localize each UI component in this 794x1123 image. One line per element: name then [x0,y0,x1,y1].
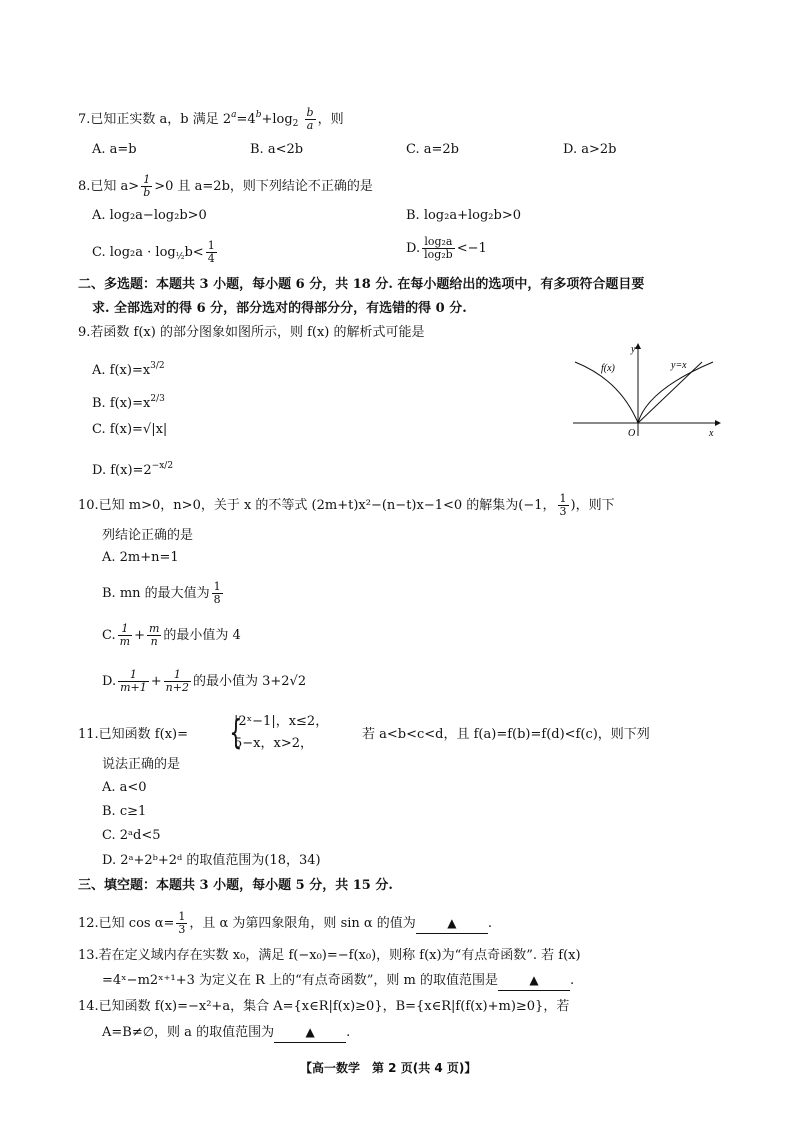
graph-label-line: y=x [671,360,687,371]
q9-stem: 9.若函数 f(x) 的部分图象如图所示，则 f(x) 的解析式可能是 [78,325,425,340]
q9-option-d: D. $f(x)=2^{-x/2}$ [92,461,174,478]
q10-option-a: A. 2m+n=1 [102,550,179,565]
q7-option-b: B. a<2b [250,142,304,157]
q14-answer-blank: ▲ [274,1023,346,1043]
q11-case-2: 5−x，x>2， [234,736,313,751]
q10-option-b: B. mn 的最大值为 $\frac{1}{8}$ [102,580,221,606]
q14-stem-cont: A=B≠∅，则 a 的取值范围为 ▲ . [102,1023,350,1043]
graph-label-origin: O [628,428,636,439]
q14-stem: 14.已知函数 f(x)=−x²+a，集合 A={x∈R|f(x)≥0}，B={x∈R|f(f(x)+m)≥0}，若 [78,999,570,1014]
q9-option-a: A. $f(x)=x^{3/2}$ [92,361,165,378]
graph-x-arrow [715,420,721,426]
q11-option-d: D. 2ᵃ+2ᵇ+2ᵈ 的取值范围为(18，34) [102,853,321,868]
graph-label-y: y [631,344,636,355]
q8-stem: 8.已知 a> $\frac{1}{b}$ >0 且 a=2b，则下列结论不正确的是 [78,173,373,199]
q10-stem-cont: 列结论正确的是 [102,528,194,543]
q7-option-d: D. a>2b [563,142,617,157]
q11-option-c: C. 2ᵃd<5 [102,828,161,843]
q11-stem: 11.已知函数 f(x)= { |2ˣ−1|，x≤2， 5−x，x>2， 若 a<b<c<d，且 f(a)=f(b)=f(d)<f(c)，则下列 [78,713,650,753]
q13-stem: 13.若在定义域内存在实数 x₀，满足 f(−x₀)=−f(x₀)，则称 f(x)为“有点奇函数”. 若 f(x) [78,948,581,963]
q13-stem-cont: =4ˣ−m2ˣ⁺¹+3 为定义在 R 上的“有点奇函数”，则 m 的取值范围是 ▲ . [102,971,574,991]
section2-heading-cont: 求. 全部选对的得 6 分，部分选对的得部分分，有选错的得 0 分. [92,301,467,316]
q9-function-graph [565,340,725,440]
q12-answer-blank: ▲ [416,914,488,934]
q11-option-b: B. c≥1 [102,804,147,819]
q7-stem: 7.已知正实数 a，b 满足 $2^a=4^b+\log_2$ $\frac{b}{a}$ ，则 [78,106,344,132]
graph-y-arrow [635,343,641,349]
q11-case-1: |2ˣ−1|，x≤2， [234,714,329,729]
q13-answer-blank: ▲ [498,971,570,991]
q8-option-c: C. $\log_2a \cdot \log_{\frac{1}{2}}b<$ $\frac{1}{4}$ [92,239,215,265]
graph-fx-curve-right [638,362,713,423]
section2-heading: 二、多选题：本题共 3 小题，每小题 6 分，共 18 分. 在每小题给出的选项中，有多项符合题目要 [78,277,645,292]
section3-heading: 三、填空题：本题共 3 小题，每小题 5 分，共 15 分. [78,878,393,893]
q9-option-c: C. f(x)=√|x| [92,422,168,437]
page-footer: 【高一数学 第 2 页(共 4 页)】 [300,1061,477,1075]
q11-stem-cont: 说法正确的是 [102,757,181,772]
q11-piecewise-brace: { [229,713,243,753]
q7-option-a: A. a=b [92,142,137,157]
q9-option-b: B. $f(x)=x^{2/3}$ [92,394,165,411]
q10-stem: 10.已知 m>0，n>0，关于 x 的不等式 (2m+t)x²−(n−t)x−1<0 的解集为(−1， $\frac{1}{3}$ )，则下 [78,492,615,518]
graph-label-fx: f(x) [601,363,615,374]
q7-fraction: $\frac{b}{a}$ [306,106,314,132]
q8-option-b: B. log₂a+log₂b>0 [406,208,521,223]
q10-option-d: D. $\frac{1}{m+1}$ + $\frac{1}{n+2}$ 的最小值为 3+2√2 [102,668,307,694]
q11-option-a: A. a<0 [102,780,147,795]
q10-option-c: C. $\frac{1}{m}$ + $\frac{m}{n}$ 的最小值为 4 [102,622,241,648]
q12-stem: 12.已知 cos α= $\frac{1}{3}$ ，且 α 为第四象限角，则 sin α 的值为 ▲ . [78,910,492,936]
graph-label-x: x [709,428,714,439]
q8-option-d: D. $\frac{\text{log₂a}}{\text{log₂b}}$ <−1 [406,235,487,261]
q7-option-c: C. a=2b [406,142,459,157]
q8-fraction: $\frac{1}{b}$ [143,173,151,199]
q8-option-a: A. log₂a−log₂b>0 [92,208,207,223]
graph-line-y-eq-x [638,362,702,423]
